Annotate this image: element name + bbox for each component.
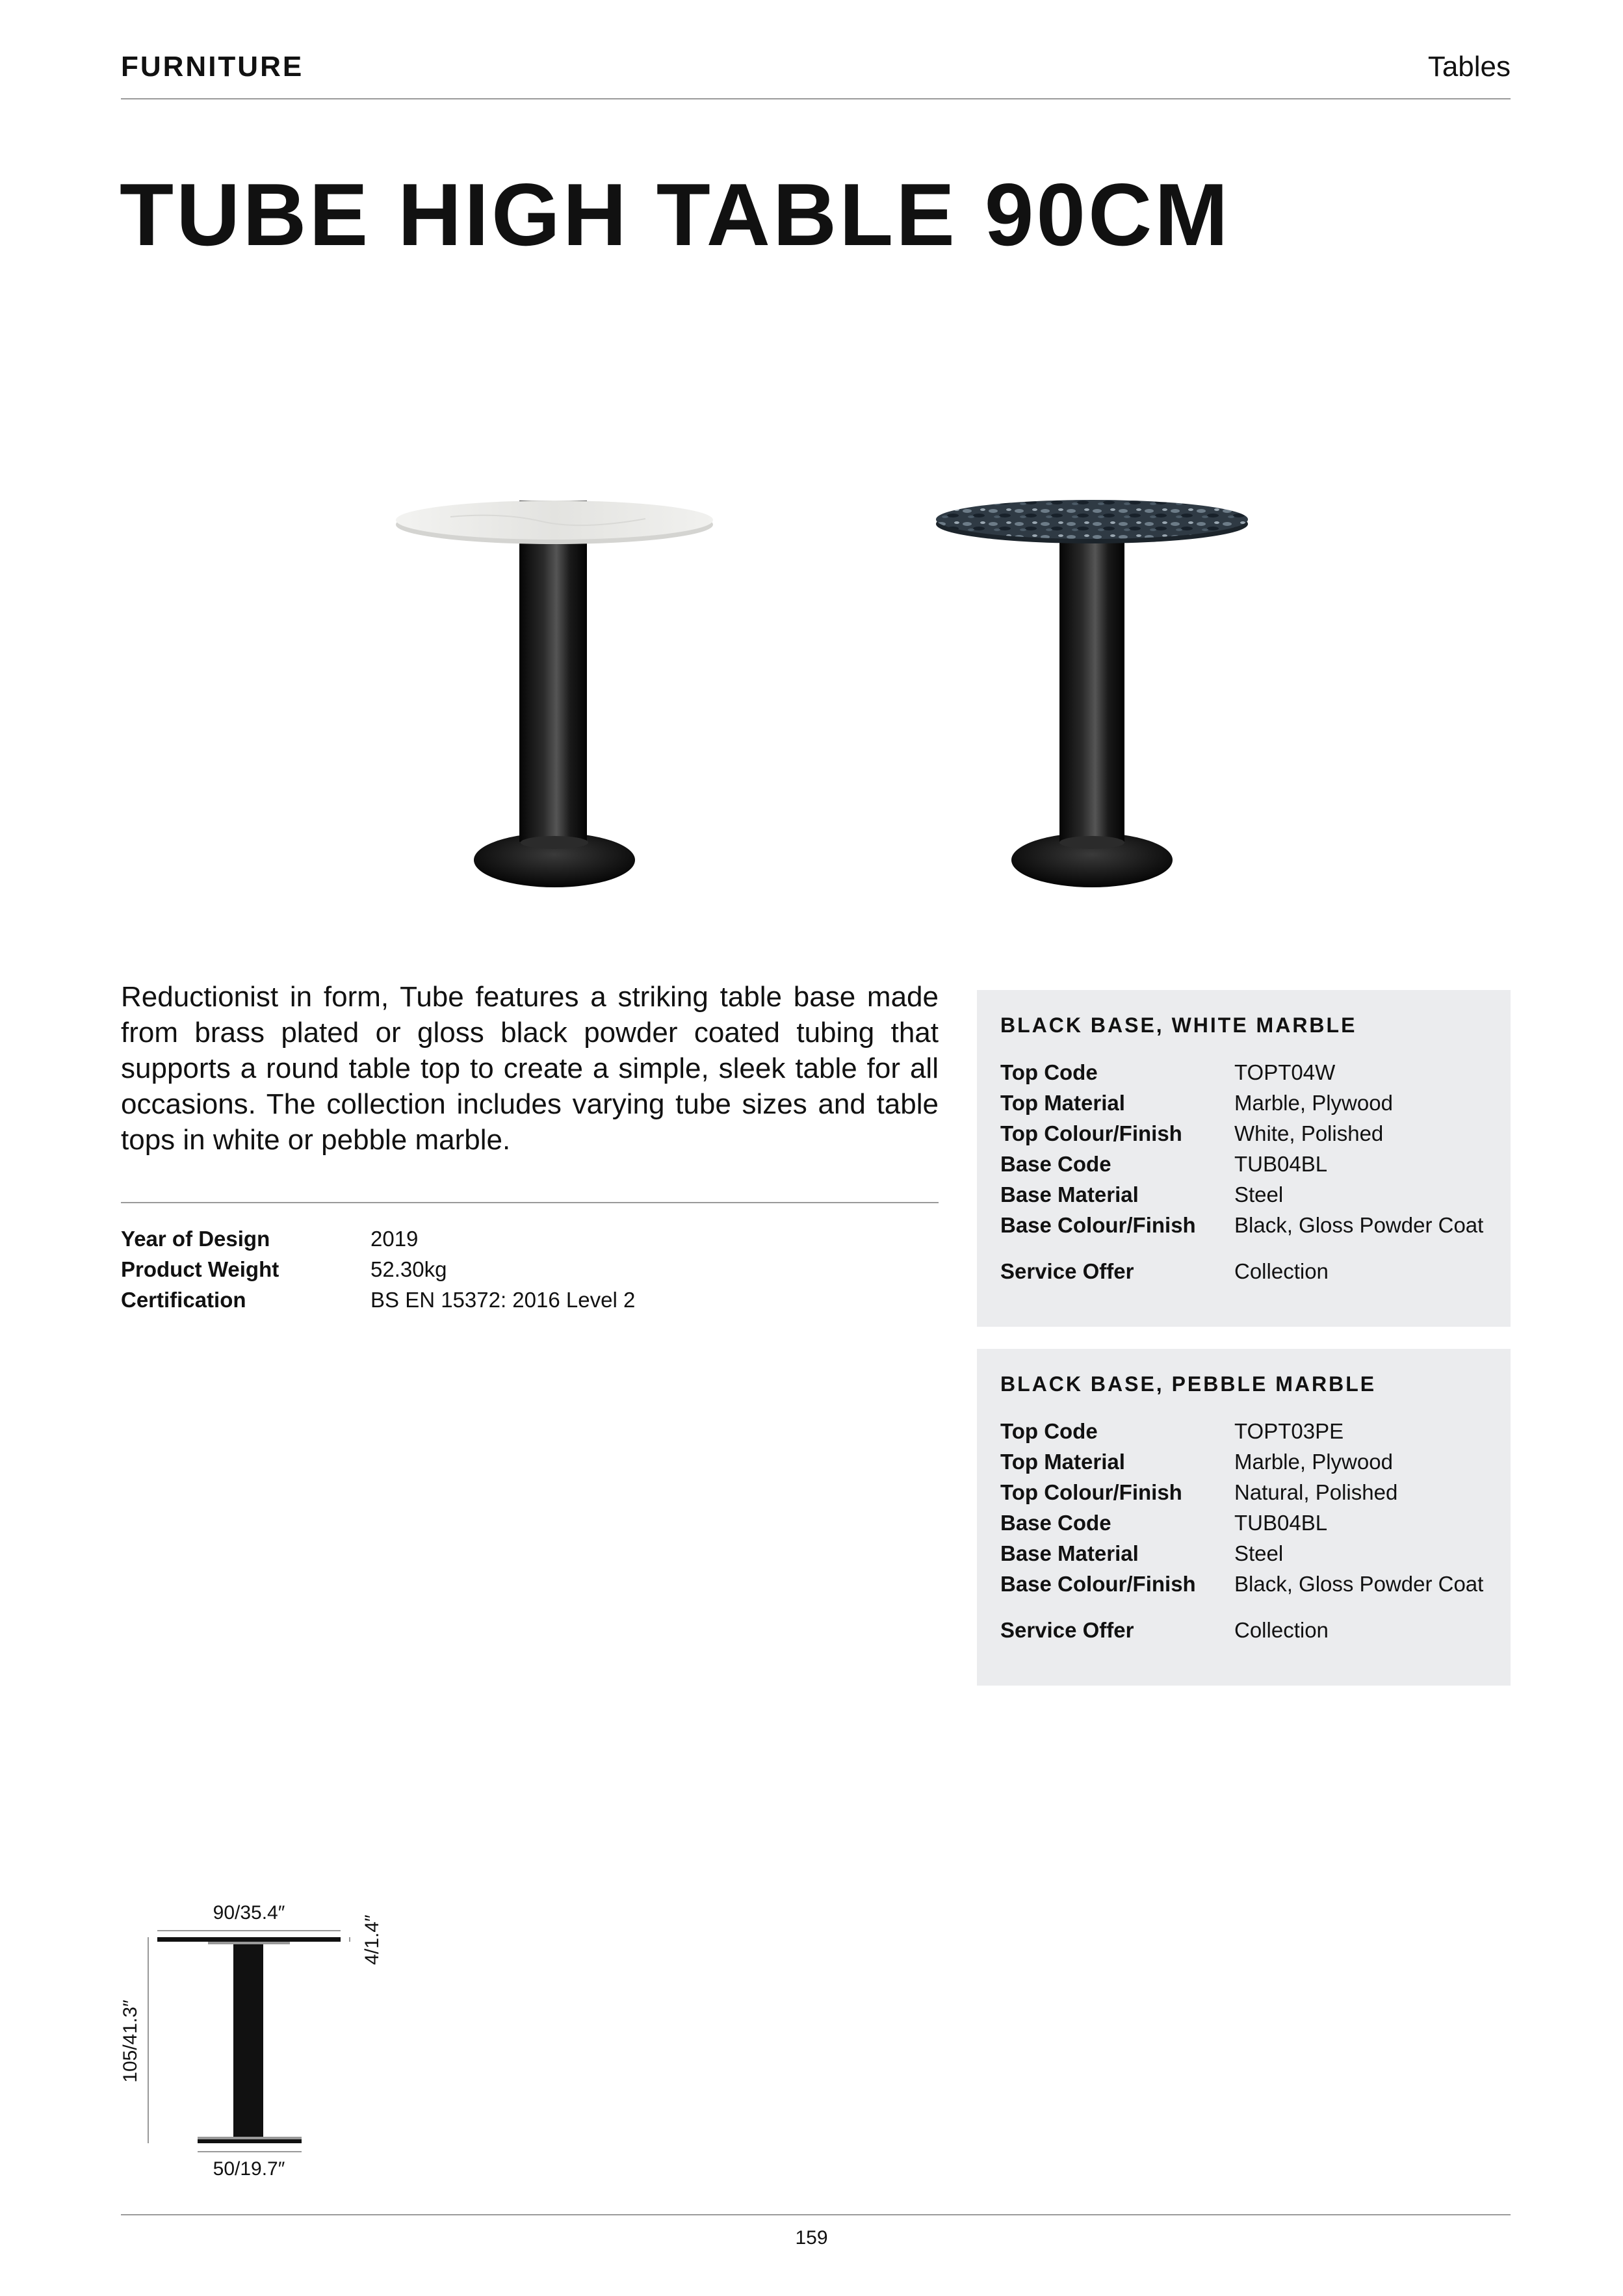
variant-row	[1000, 1179, 1487, 1210]
variant-value: Steel	[1234, 1541, 1284, 1565]
variant-value: Black, Gloss Powder Coat	[1234, 1572, 1484, 1596]
variant-value: Marble, Plywood	[1234, 1450, 1393, 1474]
variant-label: Top Colour/Finish	[1000, 1121, 1182, 1145]
variant-label: Top Colour/Finish	[1000, 1480, 1182, 1504]
drawing-base	[198, 2139, 302, 2143]
variant-row	[1000, 1507, 1487, 1538]
variant-panel-white-marble	[977, 990, 1511, 1327]
section-label: Tables	[1427, 51, 1511, 83]
product-image-pebble-marble	[910, 481, 1274, 910]
variant-row	[1000, 1538, 1487, 1569]
variant-label: Base Colour/Finish	[1000, 1213, 1196, 1237]
variant-value: TUB04BL	[1234, 1511, 1328, 1535]
variant-row	[1000, 1149, 1487, 1179]
variant-row	[1000, 1118, 1487, 1149]
spec-row	[121, 1223, 635, 1254]
drawing-table-top	[157, 1937, 341, 1942]
variant-label: Top Code	[1000, 1419, 1098, 1443]
service-row	[1000, 1615, 1487, 1645]
variant-label: Top Material	[1000, 1091, 1125, 1115]
variant-row	[1000, 1477, 1487, 1507]
variant-value: White, Polished	[1234, 1121, 1384, 1145]
header-divider	[121, 98, 1511, 99]
spec-row	[121, 1285, 635, 1315]
variant-row	[1000, 1446, 1487, 1477]
variant-row	[1000, 1088, 1487, 1118]
variant-label: Base Code	[1000, 1152, 1111, 1176]
spec-row	[121, 1254, 635, 1285]
product-description: Reductionist in form, Tube features a striking table base made from brass plated or gloss black powder coated tubing that supports a round table top to create a simple, sleek table for all occasions. The collection includes varying tube sizes and table tops in white or pebble marble.	[121, 981, 939, 1156]
variant-label: Top Code	[1000, 1060, 1098, 1084]
variant-value: TUB04BL	[1234, 1152, 1328, 1176]
footer-divider	[121, 2214, 1511, 2215]
spec-value: BS EN 15372: 2016 Level 2	[370, 1288, 636, 1312]
width-dimension-label: 90/35.4″	[213, 1902, 285, 1924]
product-specs	[121, 1223, 635, 1315]
variant-row	[1000, 1569, 1487, 1599]
variant-value: TOPT04W	[1234, 1060, 1336, 1084]
spec-label: Year of Design	[121, 1227, 270, 1251]
variant-panel-pebble-marble	[977, 1349, 1511, 1686]
variant-title: BLACK BASE, PEBBLE MARBLE	[1000, 1372, 1377, 1396]
variant-title: BLACK BASE, WHITE MARBLE	[1000, 1013, 1357, 1037]
dimension-drawing	[110, 1885, 422, 2197]
variant-label: Top Material	[1000, 1450, 1125, 1474]
top-thickness-label: 4/1.4″	[361, 1914, 383, 1965]
variant-label: Base Material	[1000, 1182, 1139, 1207]
variant-row	[1000, 1416, 1487, 1446]
variant-value: Natural, Polished	[1234, 1480, 1398, 1504]
description-divider	[121, 1202, 939, 1203]
service-label: Service Offer	[1000, 1259, 1134, 1283]
page-title: TUBE HIGH TABLE 90CM	[120, 165, 1231, 264]
base-dimension-label: 50/19.7″	[213, 2158, 285, 2180]
variant-label: Base Colour/Finish	[1000, 1572, 1196, 1596]
category-label: FURNITURE	[121, 51, 304, 83]
page-number: 159	[795, 2227, 828, 2249]
variant-value: Steel	[1234, 1182, 1284, 1207]
service-label: Service Offer	[1000, 1618, 1134, 1642]
service-row	[1000, 1256, 1487, 1286]
spec-label: Certification	[121, 1288, 246, 1312]
spec-value: 52.30kg	[370, 1257, 447, 1281]
service-value: Collection	[1234, 1618, 1329, 1642]
spec-label: Product Weight	[121, 1257, 279, 1281]
variant-value: Marble, Plywood	[1234, 1091, 1393, 1115]
service-value: Collection	[1234, 1259, 1329, 1283]
height-dimension-label: 105/41.3″	[120, 2000, 141, 2083]
variant-label: Base Material	[1000, 1541, 1139, 1565]
variant-value: TOPT03PE	[1234, 1419, 1344, 1443]
variant-label: Base Code	[1000, 1511, 1111, 1535]
product-image-white-marble	[372, 481, 736, 910]
variant-row	[1000, 1057, 1487, 1088]
variant-row	[1000, 1210, 1487, 1240]
variant-value: Black, Gloss Powder Coat	[1234, 1213, 1484, 1237]
spec-value: 2019	[370, 1227, 419, 1251]
drawing-pole	[233, 1944, 263, 2137]
